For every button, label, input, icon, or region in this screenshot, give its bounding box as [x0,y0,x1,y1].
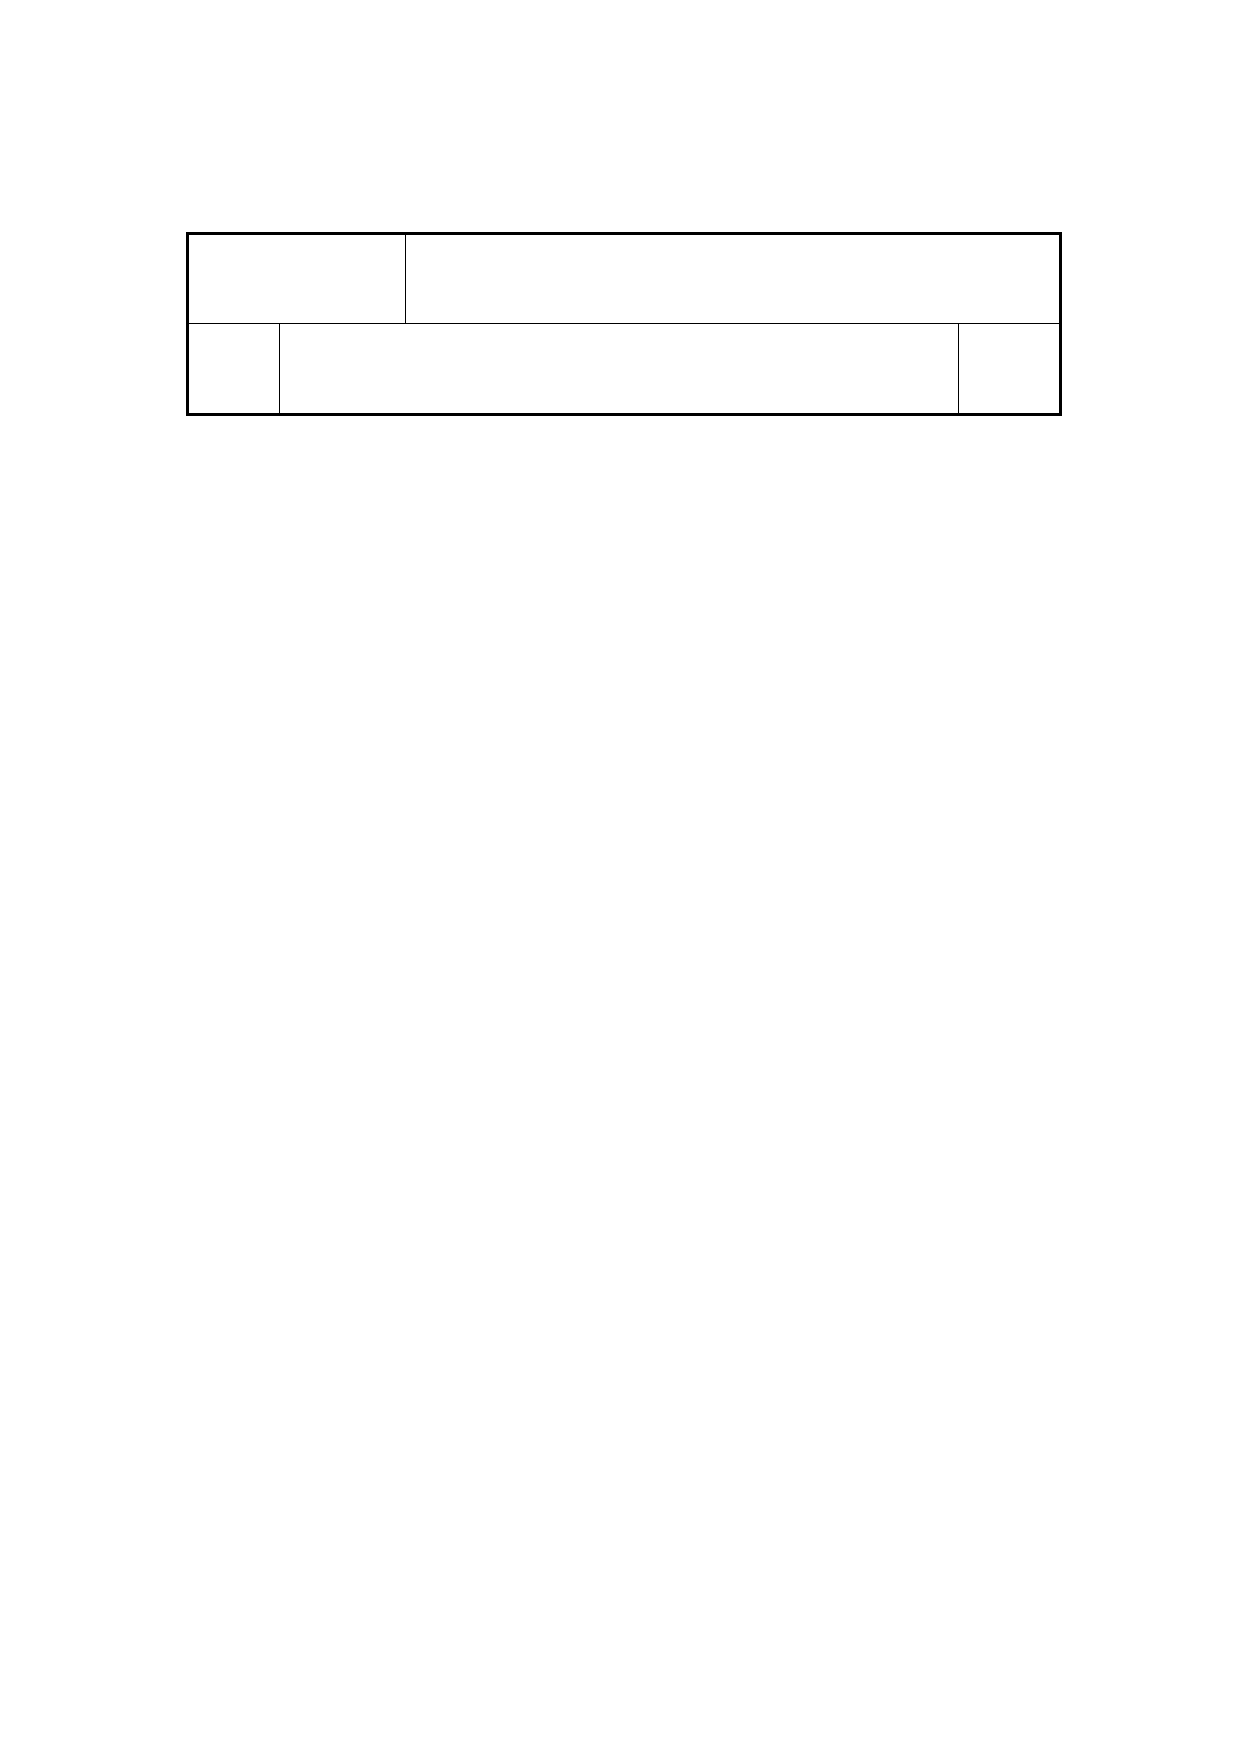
measures-header-row [188,324,1061,415]
time-label [188,234,406,324]
time-row [188,234,1061,324]
time-range [406,234,1061,324]
permit-table [186,232,1062,416]
measures-header [280,324,959,415]
seq-header [188,324,280,415]
confirm-header [959,324,1061,415]
